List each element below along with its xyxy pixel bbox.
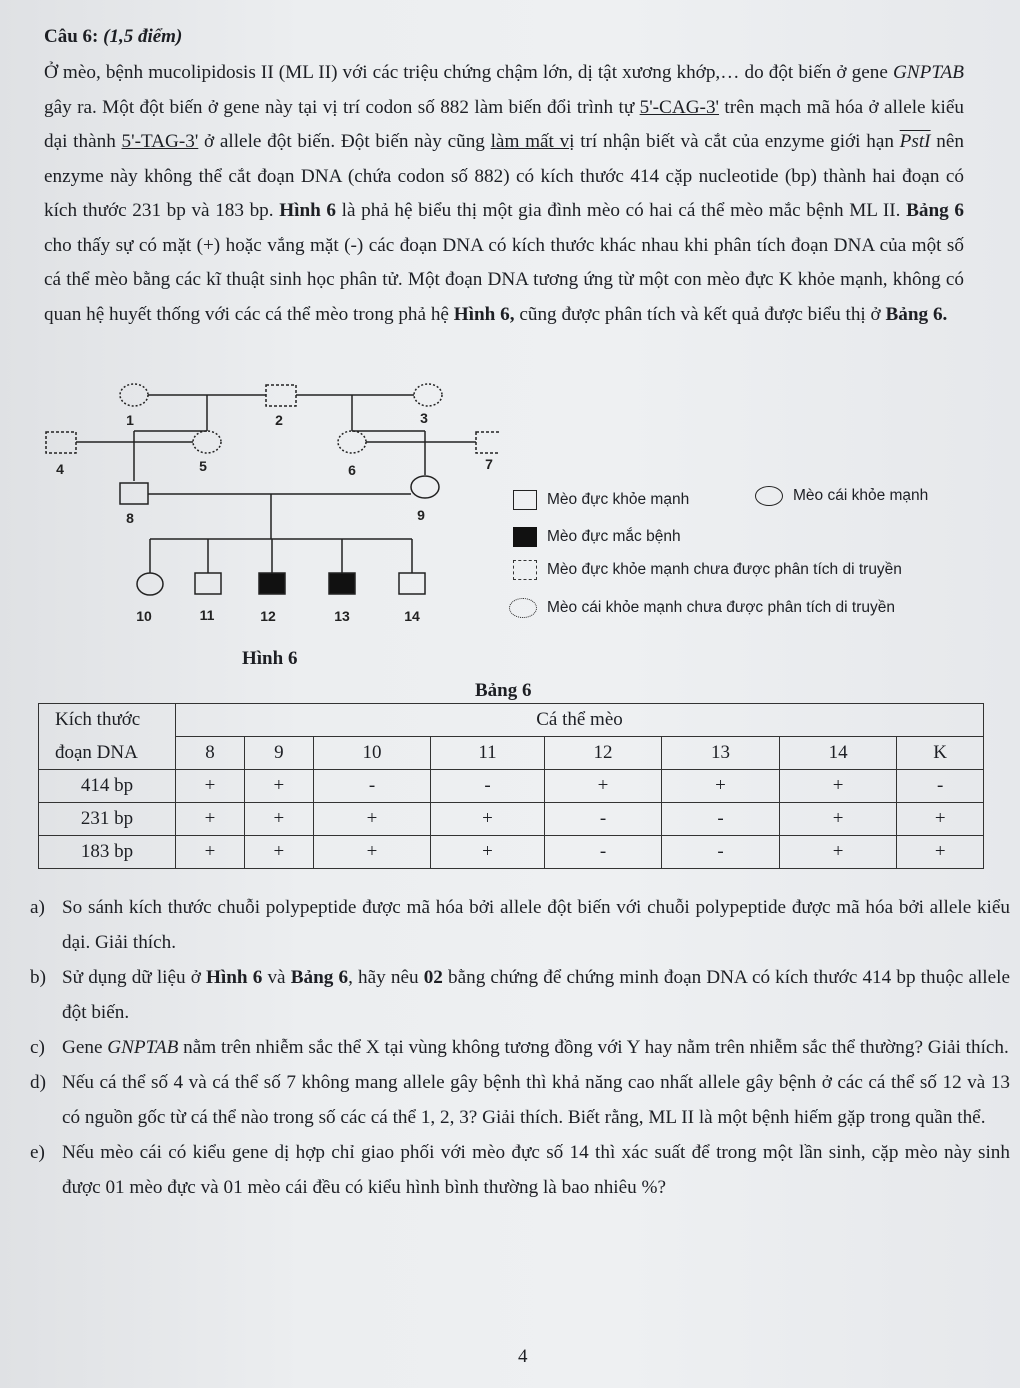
- column-header-9: 9: [244, 737, 313, 770]
- individual-3: [414, 384, 442, 406]
- individual-8: [120, 483, 148, 504]
- table-column-header-row: [39, 737, 984, 770]
- female-untested-symbol-icon: [509, 598, 537, 618]
- header-fragment-size-2: đoạn DNA: [39, 737, 176, 770]
- enzyme-name: PstI: [899, 131, 931, 152]
- presence-cell: +: [244, 836, 313, 869]
- pedigree-label-10: 10: [136, 608, 152, 624]
- presence-cell: +: [431, 836, 544, 869]
- individual-4: [46, 432, 76, 453]
- question-intro: [44, 56, 964, 332]
- female-healthy-symbol-icon: [755, 486, 783, 506]
- sub-questions: [30, 890, 1010, 1205]
- legend-female-healthy: Mèo cái khỏe mạnh: [755, 486, 928, 506]
- individual-11: [195, 573, 221, 594]
- sub-question-d: d) Nếu cá thể số 4 và cá thể số 7 không mang allele gây bệnh thì khả năng cao nhất allele gây bệnh ở các cá thể số 12 và 13 có nguồn gốc từ cá thể nào trong số các cá thể 1, 2, 3? Giải thích. Biết rằng, ML II là một bệnh hiếm gặp trong quần thể.: [30, 1072, 1010, 1128]
- sub-question-a: a) So sánh kích thước chuỗi polypeptide được mã hóa bởi allele đột biến với chuỗi polypeptide được mã hóa bởi allele kiểu dại. Giải thích.: [30, 897, 1010, 953]
- table-row: [39, 836, 984, 869]
- sub-question-b: b) Sử dụng dữ liệu ở Hình 6 và Bảng 6, hãy nêu 02 bằng chứng để chứng minh đoạn DNA có kích thước 414 bp thuộc allele đột biến.: [30, 967, 1010, 1023]
- presence-cell: +: [176, 803, 245, 836]
- individual-13: [329, 573, 355, 594]
- page-number: 4: [518, 1346, 528, 1367]
- header-fragment-size-1: Kích thước: [39, 704, 176, 737]
- column-header-10: 10: [313, 737, 431, 770]
- pedigree-label-14: 14: [404, 608, 420, 624]
- individual-9: [411, 476, 439, 498]
- figure-caption: Hình 6: [242, 648, 298, 669]
- dna-fragment-table: [38, 703, 984, 869]
- header-individuals: Cá thể mèo: [176, 704, 984, 737]
- presence-cell: -: [313, 770, 431, 803]
- column-header-8: 8: [176, 737, 245, 770]
- pedigree-label-7: 7: [485, 456, 493, 472]
- presence-cell: +: [897, 836, 984, 869]
- presence-cell: +: [779, 770, 897, 803]
- presence-cell: -: [544, 836, 662, 869]
- pedigree-label-8: 8: [126, 510, 134, 526]
- pedigree-label-9: 9: [417, 507, 425, 523]
- codon-mutant: 5'-TAG-3': [121, 131, 199, 152]
- individual-1: [120, 384, 148, 406]
- column-header-11: 11: [431, 737, 544, 770]
- pedigree-label-1: 1: [126, 412, 134, 428]
- pedigree-label-4: 4: [56, 461, 64, 477]
- presence-cell: -: [431, 770, 544, 803]
- presence-cell: -: [897, 770, 984, 803]
- pedigree-label-5: 5: [199, 458, 207, 474]
- table-caption: Bảng 6: [475, 680, 532, 701]
- table-header-row: [39, 704, 984, 737]
- presence-cell: +: [779, 803, 897, 836]
- pedigree-label-13: 13: [334, 608, 350, 624]
- legend-male-healthy: Mèo đực khỏe mạnh: [513, 490, 689, 510]
- fragment-size-cell: 414 bp: [39, 770, 176, 803]
- pedigree-label-12: 12: [260, 608, 276, 624]
- presence-cell: -: [662, 803, 780, 836]
- presence-cell: +: [662, 770, 780, 803]
- fragment-size-cell: 183 bp: [39, 836, 176, 869]
- pedigree-label-3: 3: [420, 410, 428, 426]
- male-affected-symbol-icon: [513, 527, 537, 547]
- presence-cell: +: [431, 803, 544, 836]
- presence-cell: +: [313, 836, 431, 869]
- column-header-k: K: [897, 737, 984, 770]
- pedigree-chart: [0, 375, 500, 640]
- table-row: [39, 803, 984, 836]
- individual-2: [266, 385, 296, 406]
- codon-wild-type: 5'-CAG-3': [639, 96, 720, 118]
- legend-male-untested: Mèo đực khỏe mạnh chưa được phân tích di truyền: [513, 560, 902, 580]
- male-untested-symbol-icon: [513, 560, 537, 580]
- sub-question-c: c) Gene GNPTAB nằm trên nhiễm sắc thể X tại vùng không tương đồng với Y hay nằm trên nhiễm sắc thể thường? Giải thích.: [30, 1037, 1009, 1058]
- pedigree-label-2: 2: [275, 412, 283, 428]
- individual-6: [338, 431, 366, 453]
- presence-cell: +: [897, 803, 984, 836]
- individual-12: [259, 573, 285, 594]
- presence-cell: +: [176, 836, 245, 869]
- presence-cell: -: [544, 803, 662, 836]
- presence-cell: +: [244, 803, 313, 836]
- individual-10: [137, 573, 163, 595]
- presence-cell: +: [779, 836, 897, 869]
- column-header-13: 13: [662, 737, 780, 770]
- individual-7: [476, 432, 500, 453]
- presence-cell: +: [313, 803, 431, 836]
- presence-cell: +: [244, 770, 313, 803]
- legend-male-affected: Mèo đực mắc bệnh: [513, 527, 681, 547]
- table-row: [39, 770, 984, 803]
- presence-cell: +: [544, 770, 662, 803]
- individual-14: [399, 573, 425, 594]
- presence-cell: +: [176, 770, 245, 803]
- sub-question-e: e) Nếu mèo cái có kiểu gene dị hợp chỉ giao phối với mèo đực số 14 thì xác suất để trong một lần sinh, cặp mèo này sinh được 01 mèo đực và 01 mèo cái đều có kiểu hình bình thường là bao nhiêu %?: [30, 1142, 1010, 1198]
- question-title: Câu 6: (1,5 điểm): [44, 26, 183, 47]
- fragment-size-cell: 231 bp: [39, 803, 176, 836]
- pedigree-label-11: 11: [199, 607, 215, 623]
- male-healthy-symbol-icon: [513, 490, 537, 510]
- presence-cell: -: [662, 836, 780, 869]
- pedigree-label-6: 6: [348, 462, 356, 478]
- intro-paragraph: Ở mèo, bệnh mucolipidosis II (ML II) với các triệu chứng chậm lớn, dị tật xương khớp,… do đột biến ở gene GNPTAB gây ra. Một đột biến ở gene này tại vị trí codon số 882 làm biến đổi trình tự 5'-CAG-3' trên mạch mã hóa ở allele kiểu dại thành 5'-TAG-3' ở allele đột biến. Đột biến này cũng làm mất vị trí nhận biết và cắt của enzyme giới hạn PstI nên enzyme này không thể cắt đoạn DNA (chứa codon số 882) có kích thước 414 cặp nucleotide (bp) thành hai đoạn có kích thước 231 bp và 183 bp. Hình 6 là phả hệ biểu thị một gia đình mèo có hai cá thể mèo mắc bệnh ML II. Bảng 6 cho thấy sự có mặt (+) hoặc vắng mặt (-) các đoạn DNA có kích thước khác nhau khi phân tích đoạn DNA của một số cá thể mèo bằng các kĩ thuật sinh học phân tử. Một đoạn DNA tương ứng từ một con mèo đực K khỏe mạnh, không có quan hệ huyết thống với các cá thể mèo trong phả hệ Hình 6, cũng được phân tích và kết quả được biểu thị ở Bảng 6.: [44, 62, 964, 325]
- individual-5: [193, 431, 221, 453]
- column-header-12: 12: [544, 737, 662, 770]
- column-header-14: 14: [779, 737, 897, 770]
- legend-female-untested: Mèo cái khỏe mạnh chưa được phân tích di truyền: [509, 598, 895, 618]
